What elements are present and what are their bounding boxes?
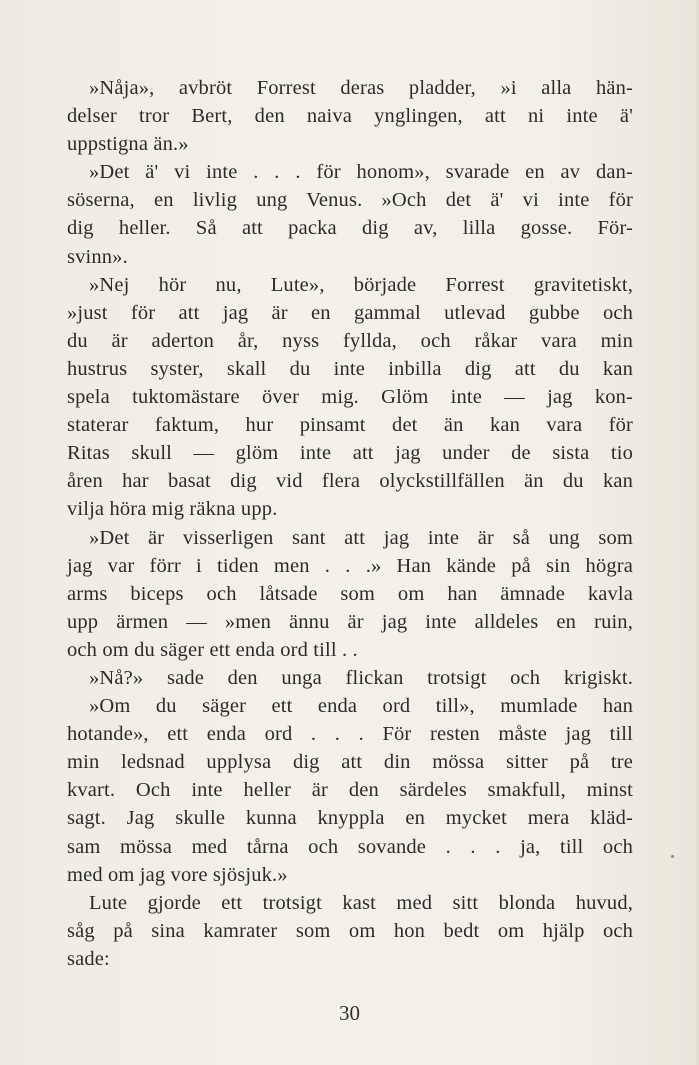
text-line: såg på sina kamrater som om hon bedt om hjälp och <box>67 919 633 942</box>
text-line: spela tuktomästare över mig. Glöm inte — jag kon- <box>67 386 633 409</box>
text-line: svinn». <box>67 245 128 268</box>
text-line: »Det är visserligen sant att jag inte är så ung som <box>89 526 633 549</box>
text-line: Lute gjorde ett trotsigt kast med sitt blonda huvud, <box>89 891 633 914</box>
text-line: dig heller. Så att packa dig av, lilla gosse. För- <box>67 217 633 240</box>
text-line: och om du säger ett enda ord till . . <box>67 638 358 661</box>
text-line: Ritas skull — glöm inte att jag under de sista tio <box>67 442 633 465</box>
text-line: kvart. Och inte heller är den särdeles smakfull, minst <box>67 779 633 802</box>
scan-speck <box>671 855 674 858</box>
text-line: med om jag vore sjösjuk.» <box>67 863 288 886</box>
text-line: »Om du säger ett enda ord till», mumlade han <box>89 695 633 718</box>
text-line: vilja höra mig räkna upp. <box>67 498 278 521</box>
text-line: sade: <box>67 947 110 970</box>
text-line: du är aderton år, nyss fyllda, och råkar vara min <box>67 329 633 352</box>
text-line: jag var förr i tiden men . . .» Han kände på sin högra <box>67 554 633 577</box>
text-line: »just för att jag är en gammal utlevad gubbe och <box>67 301 633 324</box>
text-line: uppstigna än.» <box>67 133 189 156</box>
text-line: »Det ä' vi inte . . . för honom», svarade en av dan- <box>89 161 633 184</box>
text-line: hotande», ett enda ord . . . För resten måste jag till <box>67 723 633 746</box>
page-number: 30 <box>339 1001 360 1025</box>
text-line: »Nå?» sade den unga flickan trotsigt och krigiskt. <box>89 666 633 689</box>
body-text <box>67 74 633 973</box>
text-line: upp ärmen — »men ännu är jag inte alldeles en ruin, <box>67 610 633 633</box>
text-line: söserna, en livlig ung Venus. »Och det ä' vi inte för <box>67 189 633 212</box>
text-line: delser tror Bert, den naiva ynglingen, att ni inte ä' <box>67 105 633 128</box>
text-line: sagt. Jag skulle kunna knyppla en mycket mera kläd- <box>67 807 633 830</box>
text-line: hustrus syster, skall du inte inbilla dig att du kan <box>67 357 633 380</box>
text-line: min ledsnad upplysa dig att din mössa sitter på tre <box>67 751 633 774</box>
text-line: arms biceps och låtsade som om han ämnade kavla <box>67 582 633 605</box>
text-line: »Nåja», avbröt Forrest deras pladder, »i alla hän- <box>89 77 633 99</box>
text-line: staterar faktum, hur pinsamt det än kan vara för <box>67 414 633 437</box>
text-line: åren har basat dig vid flera olyckstillfällen än du kan <box>67 470 633 493</box>
text-line: »Nej hör nu, Lute», började Forrest gravitetiskt, <box>89 273 633 296</box>
text-line: sam mössa med tårna och sovande . . . ja, till och <box>67 835 633 858</box>
page-edge-shadow <box>695 0 699 1065</box>
